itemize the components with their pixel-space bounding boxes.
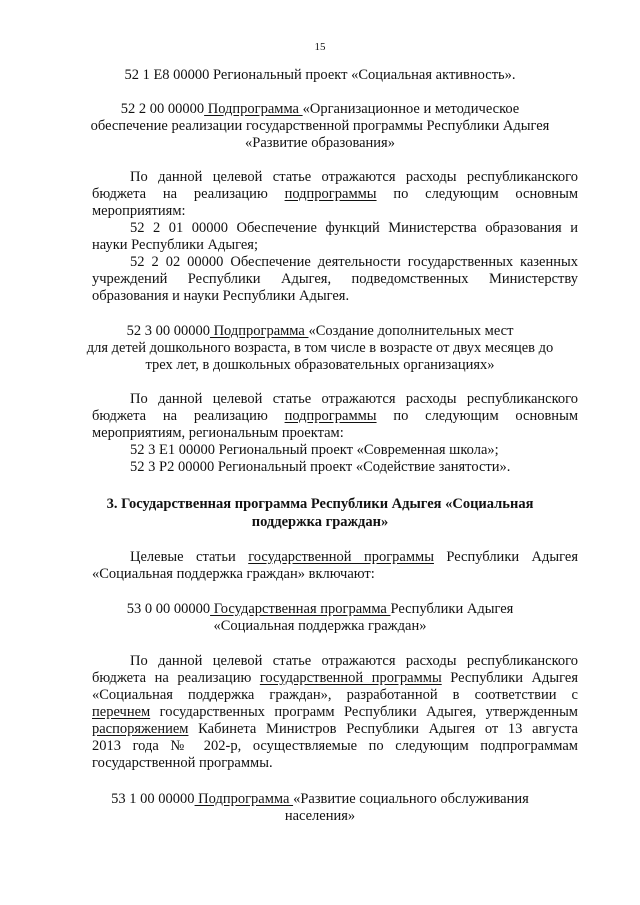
code: 53 1 00 00000 [111, 791, 195, 807]
text: по следующим основным [376, 408, 578, 424]
subprogram-heading-53-1 [0, 790, 640, 808]
subprogram-link[interactable]: подпрограммы [284, 408, 377, 424]
subprogram-link[interactable]: Подпрограмма [194, 791, 294, 807]
list-link[interactable]: перечнем [92, 704, 151, 720]
paragraph-line [92, 407, 578, 425]
list-item: 52 3 P2 00000 Региональный проект «Содействие занятости». [130, 459, 511, 475]
state-program-heading-53 [0, 600, 640, 618]
state-program-link[interactable]: государственной программы [259, 670, 442, 686]
code: 52 2 00 00000 [120, 101, 205, 117]
order-link[interactable]: распоряжением [92, 721, 189, 737]
text: Республики Адыгея [441, 670, 579, 686]
state-program-link[interactable]: государственной программы [248, 549, 434, 565]
heading-line: «Развитие образования» [245, 135, 395, 151]
heading-text: «Организационное и методическое [302, 101, 520, 117]
paragraph-line: «Социальная поддержка граждан», разработанной в соответствии с [92, 687, 578, 703]
subprogram-link[interactable]: подпрограммы [284, 186, 377, 202]
paragraph-line [92, 185, 578, 203]
page-number: 15 [314, 41, 326, 53]
subprogram-heading-52-2 [0, 100, 640, 118]
paragraph-line: По данной целевой статье отражаются расходы республиканского [130, 653, 578, 669]
text: Целевые статьи [130, 549, 249, 565]
state-program-link[interactable]: Государственная программа [210, 601, 391, 617]
list-item: 52 3 E1 00000 Региональный проект «Современная школа»; [130, 442, 499, 458]
code: 52 3 00 00000 [126, 323, 210, 339]
section-heading: 3. Государственная программа Республики Адыгея «Социальная [106, 496, 534, 512]
paragraph-line: мероприятиям, региональным проектам: [92, 425, 344, 441]
paragraph-line: мероприятиям: [92, 203, 186, 219]
paragraph-line [130, 548, 578, 566]
paragraph-line [92, 720, 578, 738]
text: Кабинета Министров Республики Адыгея от 13 августа [188, 721, 578, 737]
section-heading-line2: поддержка граждан» [251, 514, 389, 530]
subprogram-heading-52-3 [0, 322, 640, 340]
list-item-cont: образования и науки Республики Адыгея. [92, 288, 350, 304]
paragraph-line [92, 669, 578, 687]
heading-line: «Социальная поддержка граждан» [213, 618, 427, 634]
heading-line: обеспечение реализации государственной программы Республики Адыгея [90, 118, 550, 134]
paragraph-line: «Социальная поддержка граждан» включают: [92, 566, 375, 582]
heading-line: для детей дошкольного возраста, в том числе в возрасте от двух месяцев до [86, 340, 554, 356]
code: 53 0 00 00000 [126, 601, 211, 617]
text: бюджета на реализацию [92, 670, 260, 686]
paragraph-line [92, 703, 578, 721]
heading-line: населения» [284, 808, 356, 824]
text: государственных программ Республики Адыгея, утвержденным [150, 704, 578, 720]
subprogram-link[interactable]: Подпрограмма [204, 101, 303, 117]
list-item-cont: учреждений Республики Адыгея, подведомственных Министерству [92, 271, 578, 287]
list-item: 52 2 01 00000 Обеспечение функций Министерства образования и [130, 220, 578, 236]
text: Республики Адыгея [433, 549, 579, 565]
text: бюджета на реализацию [92, 186, 285, 202]
subprogram-link[interactable]: Подпрограмма [209, 323, 309, 339]
paragraph-line: По данной целевой статье отражаются расходы республиканского [130, 169, 578, 185]
text: по следующим основным [376, 186, 578, 202]
paragraph-line: 2013 года № 202-р, осуществляемые по следующим подпрограммам [92, 738, 578, 754]
heading-line: трех лет, в дошкольных образовательных организациях» [145, 357, 495, 373]
paragraph-line: государственной программы. [92, 755, 273, 771]
heading-text: Республики Адыгея [390, 601, 514, 617]
heading-text: «Развитие социального обслуживания [293, 791, 529, 807]
regional-project-line: 52 1 E8 00000 Региональный проект «Социальная активность». [124, 67, 516, 83]
list-item-cont: науки Республики Адыгея; [92, 237, 258, 253]
paragraph-line: По данной целевой статье отражаются расходы республиканского [130, 391, 578, 407]
list-item: 52 2 02 00000 Обеспечение деятельности государственных казенных [130, 254, 578, 270]
heading-text: «Создание дополнительных мест [308, 323, 514, 339]
text: бюджета на реализацию [92, 408, 285, 424]
